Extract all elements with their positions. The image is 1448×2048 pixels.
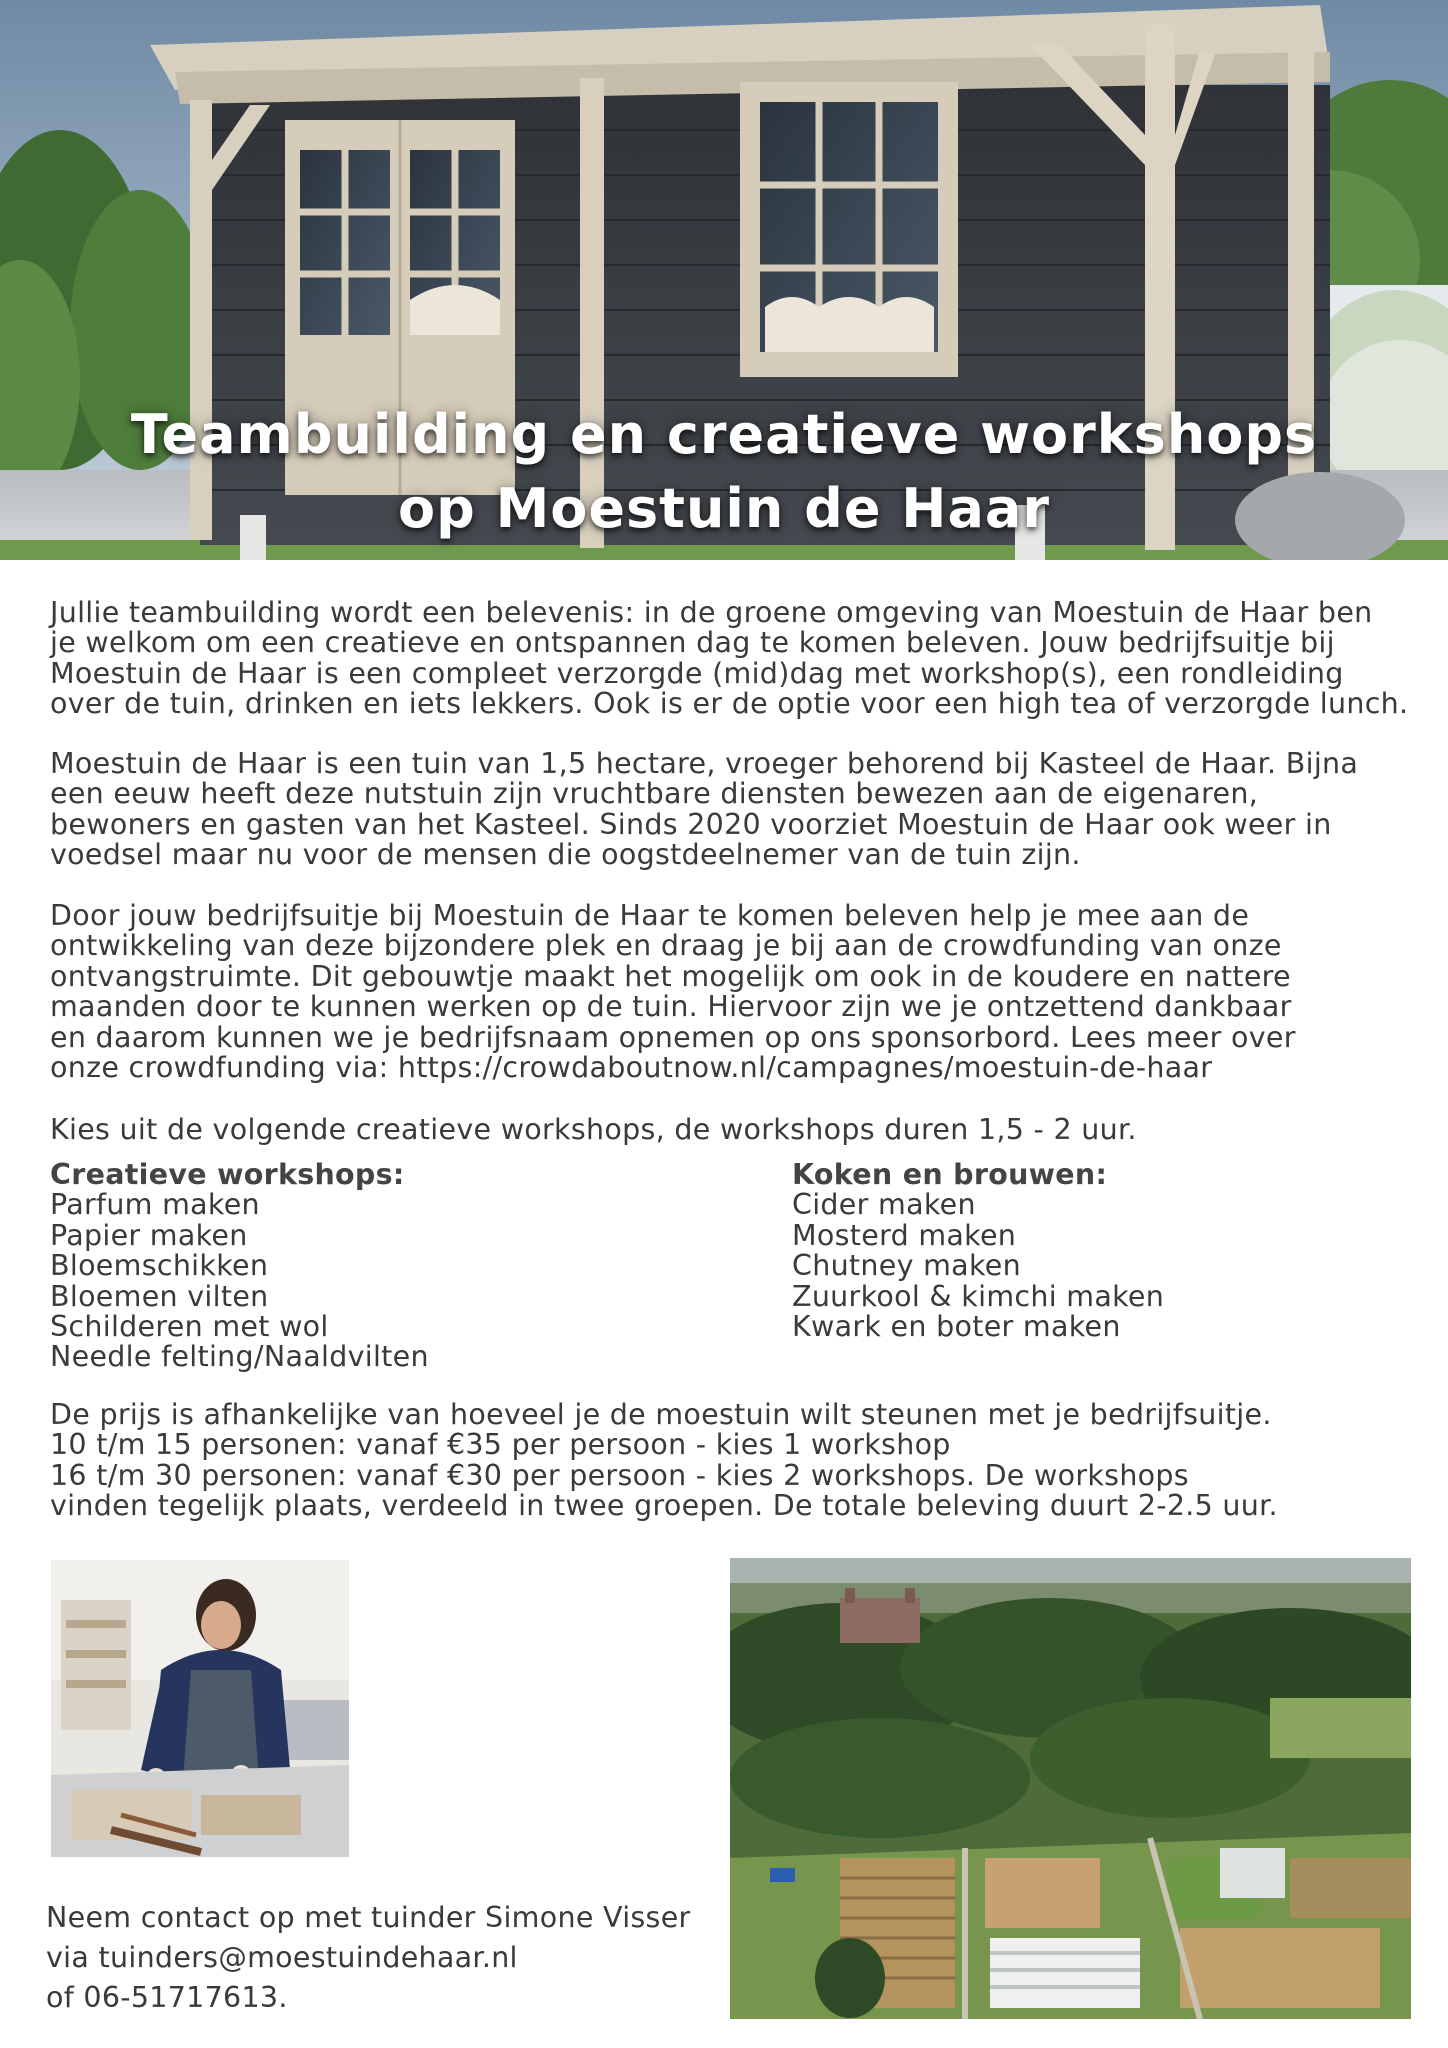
list-item: Bloemschikken	[50, 1249, 269, 1283]
cooking-workshops-list	[792, 1160, 1164, 1342]
workshop-photo	[51, 1560, 349, 1857]
list-item: Zuurkool & kimchi maken	[792, 1279, 1165, 1313]
creative-workshops-heading: Creatieve workshops:	[50, 1158, 405, 1191]
contact-line: Neem contact op met tuinder Simone Visser	[46, 1901, 691, 1934]
text-line: 10 t/m 15 personen: vanaf €35 per persoon - kies 1 workshop	[50, 1428, 951, 1462]
list-item: Kwark en boter maken	[792, 1310, 1121, 1344]
text-line: vinden tegelijk plaats, verdeeld in twee groepen. De totale beleving duurt 2-2.5 uur.	[50, 1489, 1278, 1523]
crowdfunding-link-line: onze crowdfunding via: https://crowdaboutnow.nl/campagnes/moestuin-de-haar	[50, 1051, 1213, 1085]
list-item: Mosterd maken	[792, 1218, 1017, 1252]
aerial-garden-photo	[730, 1558, 1411, 2019]
cooking-workshops-heading: Koken en brouwen:	[792, 1158, 1108, 1191]
hero-title	[0, 398, 1448, 546]
list-item: Chutney maken	[792, 1249, 1021, 1283]
text-line: bewoners en gasten van het Kasteel. Sinds 2020 voorziet Moestuin de Haar ook weer in	[50, 807, 1332, 841]
intro-paragraph	[50, 598, 1420, 720]
text-line: Jullie teambuilding wordt een belevenis: in de groene omgeving van Moestuin de Haar ben	[50, 596, 1373, 629]
text-line: over de tuin, drinken en iets lekkers. Ook is er de optie voor een high tea of verzorgde lunch.	[50, 687, 1409, 721]
list-item: Schilderen met wol	[50, 1310, 329, 1344]
hero-title-line-1: Teambuilding en creatieve workshops	[130, 403, 1318, 466]
text-line: je welkom om een creatieve en ontspannen dag te komen beleven. Jouw bedrijfsuitje bij	[50, 626, 1335, 660]
list-item: Parfum maken	[50, 1188, 260, 1222]
list-item: Bloemen vilten	[50, 1279, 269, 1313]
hero-banner	[0, 0, 1448, 560]
crowdfunding-paragraph	[50, 901, 1420, 1083]
text-line: Kies uit de volgende creatieve workshops, de workshops duren 1,5 - 2 uur.	[50, 1113, 1137, 1146]
text-line: De prijs is afhankelijke van hoeveel je de moestuin wilt steunen met je bedrijfsuitje.	[50, 1398, 1272, 1431]
text-line: voedsel maar nu voor de mensen die oogstdeelnemer van de tuin zijn.	[50, 838, 1081, 872]
text-line: en daarom kunnen we je bedrijfsnaam opnemen op ons sponsorbord. Lees meer over	[50, 1020, 1296, 1054]
contact-block	[46, 1898, 691, 2018]
text-line: ontvangstruimte. Dit gebouwtje maakt het mogelijk om ook in de koudere en nattere	[50, 959, 1291, 993]
list-item: Needle felting/Naaldvilten	[50, 1340, 429, 1374]
history-paragraph	[50, 749, 1420, 871]
hero-title-line-2: op Moestuin de Haar	[398, 477, 1050, 540]
text-line: ontwikkeling van deze bijzondere plek en draag je bij aan de crowdfunding van onze	[50, 929, 1282, 963]
text-line: Moestuin de Haar is een compleet verzorgde (mid)dag met workshop(s), een rondleiding	[50, 656, 1344, 690]
list-item: Cider maken	[792, 1188, 976, 1222]
text-line: maanden door te kunnen werken op de tuin. Hiervoor zijn we je ontzettend dankbaar	[50, 990, 1292, 1024]
pricing-paragraph	[50, 1400, 1420, 1522]
creative-workshops-list	[50, 1160, 429, 1373]
contact-phone-line: of 06-51717613.	[46, 1981, 288, 2014]
text-line: 16 t/m 30 personen: vanaf €30 per persoon - kies 2 workshops. De workshops	[50, 1458, 1189, 1492]
list-item: Papier maken	[50, 1218, 248, 1252]
text-line: Door jouw bedrijfsuitje bij Moestuin de Haar te komen beleven help je mee aan de	[50, 899, 1250, 932]
text-line: een eeuw heeft deze nutstuin zijn vruchtbare diensten bewezen aan de eigenaren,	[50, 777, 1259, 811]
workshops-intro	[50, 1115, 1420, 1145]
text-line: Moestuin de Haar is een tuin van 1,5 hectare, vroeger behorend bij Kasteel de Haar. Bijna	[50, 747, 1359, 780]
contact-email-line: via tuinders@moestuindehaar.nl	[46, 1941, 518, 1974]
